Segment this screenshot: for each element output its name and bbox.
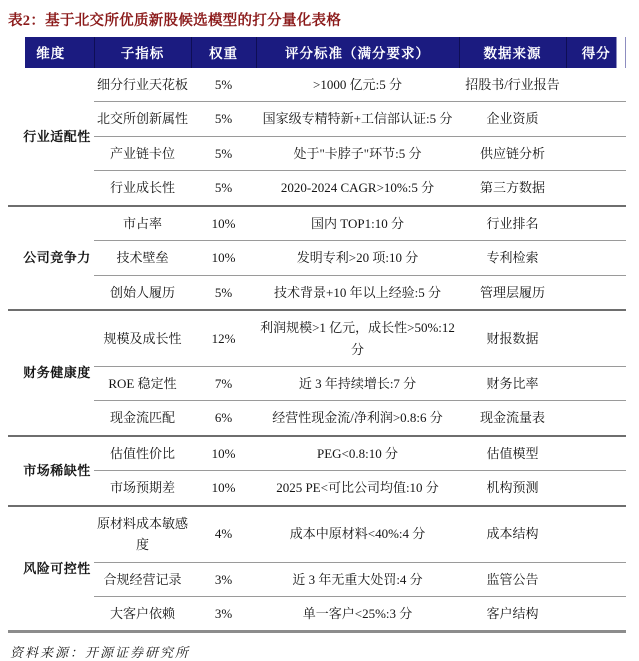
table-row <box>8 562 626 596</box>
score-cell <box>566 171 626 206</box>
sub-indicator-cell: 现金流匹配 <box>94 401 191 436</box>
table-row <box>8 597 626 632</box>
table-row <box>8 436 626 471</box>
weight-cell: 5% <box>191 136 256 170</box>
criteria-cell: 2020-2024 CAGR>10%:5 分 <box>256 171 459 206</box>
sub-indicator-cell: 北交所创新属性 <box>94 102 191 136</box>
weight-cell: 10% <box>191 241 256 275</box>
sub-indicator-cell: 市场预期差 <box>94 471 191 506</box>
table-row <box>8 102 626 136</box>
score-cell <box>566 241 626 275</box>
table-row <box>8 206 626 241</box>
header-cell-source: 数据来源 <box>459 37 566 68</box>
header-cell-sub-indicator: 子指标 <box>94 37 191 68</box>
source-cell: 成本结构 <box>459 506 566 562</box>
source-cell: 监管公告 <box>459 562 566 596</box>
weight-cell: 5% <box>191 171 256 206</box>
score-cell <box>566 436 626 471</box>
weight-cell: 10% <box>191 471 256 506</box>
table-row <box>8 506 626 562</box>
weight-cell: 4% <box>191 506 256 562</box>
table-body <box>8 68 626 632</box>
criteria-cell: PEG<0.8:10 分 <box>256 436 459 471</box>
source-cell: 行业排名 <box>459 206 566 241</box>
table-row <box>8 136 626 170</box>
table-row <box>8 171 626 206</box>
weight-cell: 10% <box>191 206 256 241</box>
dimension-cell: 行业适配性 <box>23 128 91 144</box>
source-cell: 管理层履历 <box>459 275 566 310</box>
sub-indicator-cell: 产业链卡位 <box>94 136 191 170</box>
scoring-table <box>8 37 626 633</box>
source-cell: 第三方数据 <box>459 171 566 206</box>
sub-indicator-cell: 技术壁垒 <box>94 241 191 275</box>
source-cell: 机构预测 <box>459 471 566 506</box>
source-note <box>10 642 633 661</box>
score-cell <box>566 206 626 241</box>
weight-cell: 3% <box>191 597 256 632</box>
score-cell <box>566 366 626 400</box>
criteria-cell: 处于"卡脖子"环节:5 分 <box>256 136 459 170</box>
sub-indicator-cell: 市占率 <box>94 206 191 241</box>
dimension-cell: 公司竞争力 <box>8 206 94 310</box>
criteria-cell: 国家级专精特新+工信部认证:5 分 <box>256 102 459 136</box>
table-row <box>8 310 626 366</box>
table-title: 表2：基于北交所优质新股候选模型的打分量化表格 <box>8 13 342 29</box>
sub-indicator-cell: 规模及成长性 <box>94 310 191 366</box>
header-cell-dimension: 维度 <box>8 37 94 68</box>
weight-cell: 3% <box>191 562 256 596</box>
source-cell: 现金流量表 <box>459 401 566 436</box>
dimension-cell: 市场稀缺性 <box>8 436 94 506</box>
sub-indicator-cell: 行业成长性 <box>94 171 191 206</box>
weight-cell: 5% <box>214 77 233 92</box>
source-cell: 财报数据 <box>459 310 566 366</box>
table-row <box>8 401 626 436</box>
source-cell: 企业资质 <box>459 102 566 136</box>
source-cell: 专利检索 <box>459 241 566 275</box>
sub-indicator-cell: 创始人履历 <box>94 275 191 310</box>
weight-cell: 6% <box>191 401 256 436</box>
score-cell <box>566 506 626 562</box>
criteria-cell: 国内 TOP1:10 分 <box>256 206 459 241</box>
sub-indicator-cell: 合规经营记录 <box>94 562 191 596</box>
header-cell-score: 得分 <box>566 37 626 68</box>
header-cell-criteria: 评分标准（满分要求） <box>256 37 459 68</box>
criteria-cell: 经营性现金流/净利润>0.8:6 分 <box>256 401 459 436</box>
table-row <box>8 471 626 506</box>
sub-indicator-cell: 细分行业天花板 <box>97 77 189 92</box>
table-row <box>8 241 626 275</box>
criteria-cell: 近 3 年持续增长:7 分 <box>256 366 459 400</box>
score-cell <box>566 401 626 436</box>
source-cell: 客户结构 <box>459 597 566 632</box>
source-label: 资料来源： <box>10 645 86 661</box>
table-row <box>8 366 626 400</box>
score-cell <box>566 102 626 136</box>
score-cell <box>566 471 626 506</box>
header-cell-weight: 权重 <box>191 37 256 68</box>
source-cell: 财务比率 <box>459 366 566 400</box>
weight-cell: 10% <box>191 436 256 471</box>
criteria-cell: 技术背景+10 年以上经验:5 分 <box>256 275 459 310</box>
dimension-cell: 财务健康度 <box>8 310 94 436</box>
criteria-cell: 成本中原材料<40%:4 分 <box>256 506 459 562</box>
score-cell <box>566 136 626 170</box>
score-cell <box>566 310 626 366</box>
source-cell: 供应链分析 <box>459 136 566 170</box>
weight-cell: 7% <box>191 366 256 400</box>
criteria-cell: 发明专利>20 项:10 分 <box>256 241 459 275</box>
score-cell <box>566 275 626 310</box>
dimension-cell: 风险可控性 <box>8 506 94 632</box>
source-cell: 招股书/行业报告 <box>465 77 560 92</box>
table-head <box>8 37 626 68</box>
criteria-cell: 单一客户<25%:3 分 <box>256 597 459 632</box>
criteria-cell: 近 3 年无重大处罚:4 分 <box>256 562 459 596</box>
score-cell <box>566 68 626 102</box>
sub-indicator-cell: 估值性价比 <box>94 436 191 471</box>
weight-cell: 12% <box>191 310 256 366</box>
source-cell: 估值模型 <box>459 436 566 471</box>
table-header-row <box>8 37 626 68</box>
criteria-cell: 2025 PE<可比公司均值:10 分 <box>256 471 459 506</box>
source-text: 开源证券研究所 <box>85 645 191 661</box>
sub-indicator-cell: ROE 稳定性 <box>94 366 191 400</box>
criteria-cell: 利润规模>1 亿元，成长性>50%:12 分 <box>256 310 459 366</box>
weight-cell: 5% <box>191 102 256 136</box>
table-row <box>8 275 626 310</box>
sub-indicator-cell: 原材料成本敏感度 <box>94 506 191 562</box>
sub-indicator-cell: 大客户依赖 <box>94 597 191 632</box>
weight-cell: 5% <box>191 275 256 310</box>
score-cell <box>566 597 626 632</box>
table-row <box>8 68 626 102</box>
criteria-cell: >1000 亿元:5 分 <box>313 77 402 92</box>
score-cell <box>566 562 626 596</box>
